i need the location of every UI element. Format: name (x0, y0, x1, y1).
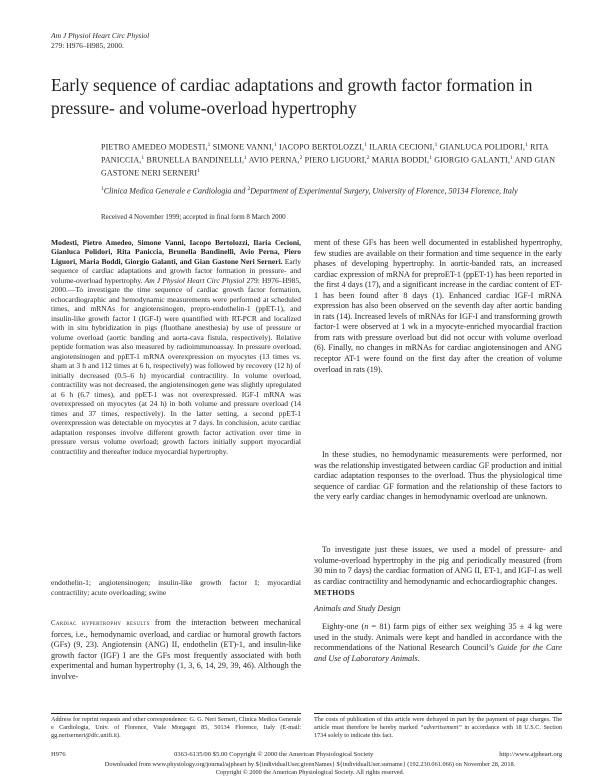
running-header (51, 31, 149, 50)
intro-paragraph (51, 618, 301, 682)
footnote-rule-right (314, 713, 562, 714)
author-name: IACOPO BERTOLOZZI, (278, 142, 365, 152)
intro-smallcaps: Cardiac hypertrophy results (51, 620, 150, 627)
footnote-costs-pre: The costs of publication of this article were defrayed in part by the payment of page charges. The article must therefore be hereby marked (314, 716, 562, 732)
affiliation-sup-2: 2 (247, 186, 251, 192)
intro-text: from the interaction between mechanical forces, i.e., hemodynamic overload, and cardiac or humoral growth factors (GFs) (9, 23). Angiotensin (ANG) II, endothelin (ET)-1, and insulin-like growth factor (IGF) I are the GFs most frequently associated with both experimental and human hypertrophy (1, 3, 6, 14, 29, 39, 46). Although the involve- (51, 618, 301, 681)
citation: 279: H976–H985, 2000. (51, 40, 124, 50)
journal-url[interactable]: http://www.ajpheart.org (499, 751, 562, 758)
author-affiliation-sup: 1 (207, 142, 211, 148)
download-line-1: Downloaded from www.physiology.org/journal/ajpheart by ${individualUser.givenNames} ${individualUser.surname} (192.230.061.066) on November 28, 2018. (104, 761, 516, 768)
abstract-body: —To investigate the time sequence of cardiac growth factor formation, echocardiographic and hemodynamic measurements were performed at scheduled times, and mRNAs for angiotensinogen, prepro-endothelin-1 (ppET-1), and insulin-like growth factor I (IGF-I) were quantified with RT-PCR and localized with in situ hybridization in pigs (fluothane anesthesia) by use of pressure or volume overload (aortic banding and aorta-cava fistula, respectively). Relative peptide formation was also measured by radioimmunoassay. In pressure overload, angiotensinogen and ppET-1 mRNA overexpression on myocytes (13 times vs. sham at 3 h and 112 times at 6 h, respectively) was followed by recovery (12 h) of initially decreased (0.5–6 h) myocardial contractility. In volume overload, contractility was not decreased, the angiotensinogen gene was slightly upregulated at 6 h (6.7 times), and ppET-1 was not overexpressed. IGF-I mRNA was overexpressed on myocytes (at 24 h) in both volume and pressure overload (14 times and 37 times, respectively). In the latter setting, a second ppET-1 overexpression was detectable on myocytes at 7 days. In conclusion, acute cardiac adaptation responses involve different growth factor activation over time in pressure versus volume overload; growth factors initially support myocardial contractility and thereafter induce myocardial hypertrophy. (51, 285, 301, 456)
body-paragraph-2: In these studies, no hemodynamic measurements were performed, nor was the relationship investigated between cardiac GF production and initial cardiac adaptation responses to the overload. Thus the physiological time sequence of cardiac GF formation and the relationship of these factors to the very early cardiac changes in hemodynamic overload are unknown. (314, 450, 562, 502)
abstract-ref-cite: 279: H976–H985, 2000. (51, 275, 301, 295)
author-affiliation-sup: 1 (141, 154, 145, 161)
page-number: H976 (51, 751, 66, 758)
abstract-ref-title: Early sequence of cardiac adaptations and growth factor formation in pressure- and volume-overload hypertrophy. (51, 256, 301, 285)
author-name: PIERO LIGUORI, (304, 155, 367, 165)
affiliation-text-1: Clinica Medica Generale e Cardiologia and (103, 186, 248, 196)
p4-end: . (417, 653, 420, 663)
author-affiliation-sup: 1 (197, 167, 201, 174)
affiliation (101, 184, 561, 197)
author-affiliation-sup: 2 (366, 154, 370, 161)
p4-text: = 81) farm pigs of either sex weighing 35 ± 4 kg were used in the study. Animals were kept and handled in accordance with the recommendations of the National Research Council’s (314, 622, 562, 653)
affiliation-text-2: Department of Experimental Surgery, University of Florence, 50134 Florence, Italy (250, 186, 518, 196)
author-name: BRUNELLA BANDINELLI, (146, 155, 245, 165)
abstract (51, 238, 301, 456)
copyright-line: 0363-6135/00 $5.00 Copyright © 2000 the American Physiological Society (174, 751, 374, 758)
author-affiliation-sup: 1 (244, 154, 248, 161)
body-paragraph-4 (314, 622, 562, 664)
journal-name: Am J Physiol Heart Circ Physiol (51, 31, 150, 40)
keywords: endothelin-1; angiotensinogen; insulin-like growth factor I; myocardial contractility; acute overloading; swine (51, 578, 301, 597)
author-affiliation-sup: 2 (299, 154, 303, 161)
author-name: GIAN GASTONE NERI SERNERI (101, 155, 556, 178)
author-name: ILARIA CECIONI, (369, 142, 435, 152)
p4-n: n (364, 622, 369, 631)
footnote-correspondence: Address for reprint requests and other correspondence: G. G. Neri Serneri, Clinica Medica Generale e Cardiologia, Univ. of Florence, Viale Morgagni 85, 50134 Florence, Italy (E-mail: gg.neriserneri@dfc.unifi.it). (51, 716, 301, 740)
abstract-authors: Modesti, Pietro Amedeo, Simone Vanni, Iacopo Bertolozzi, Ilaria Cecioni, Gianluca Polidori, Rita Paniccia, Brunella Bandinelli, Avio Perna, Piero Liguori, Maria Boddi, Giorgio Galanti, and Gian Gastone Neri Serneri. (51, 238, 301, 266)
author-separator: AND (512, 155, 535, 165)
download-notice (40, 761, 580, 776)
p4-pre: Eighty-one ( (322, 622, 365, 631)
subsection-heading: Animals and Study Design (314, 604, 401, 613)
body-paragraph-3: To investigate just these issues, we used a model of pressure- and volume-overload hypertrophy in the pig and periodically measured (from 30 min to 7 days) the cardiac formation of ANG II, ET-1, and IGF-I as well as cardiac contractility and hemodynamic and echocardiographic changes. (314, 545, 562, 586)
author-name: MARIA BODDI, (371, 155, 430, 165)
author-affiliation-sup: 1 (429, 154, 433, 161)
author-list (101, 140, 561, 179)
footnote-costs (314, 716, 562, 741)
author-name: GIORGIO GALANTI, (434, 155, 510, 165)
footnote-rule-left (51, 713, 301, 714)
author-affiliation-sup: 1 (509, 154, 513, 161)
author-affiliation-sup: 1 (364, 142, 368, 148)
footnote-costs-quoted: “advertisement” (420, 724, 462, 732)
download-line-2: Copyright © 2000 the American Physiological Society. All rights reserved. (215, 768, 405, 776)
article-title: Early sequence of cardiac adaptations and growth factor formation in pressure- and volume-overload hypertrophy (51, 75, 533, 118)
author-name: RITA PANICCIA, (101, 142, 549, 165)
author-name: SIMONE VANNI, (212, 142, 274, 152)
abstract-journal: Am J Physiol Heart Circ Physiol (144, 275, 245, 285)
footnote-costs-post: in accordance with 18 U.S.C. Section 1734 solely to indicate this fact. (314, 724, 563, 740)
author-affiliation-sup: 1 (273, 142, 277, 148)
p4-guide: Guide for the Care and Use of Laboratory Animals (314, 643, 562, 663)
author-name: PIETRO AMEDEO MODESTI, (101, 142, 208, 152)
section-heading-methods: METHODS (314, 588, 355, 597)
body-paragraph-1: ment of these GFs has been well documented in established hypertrophy, few studies are available on their formation and time sequence in the early phases of developing hypertrophy. In aortic-banded rats, an increased cardiac expression of mRNA for preproET-1 (ppET-1) has been reported in the first 4 days (17), and a significant increase in the cardiac content of ET-1 has been found after 8 days (1). Enhanced cardiac IGF-I mRNA expression has also been observed on the seventh day after aortic banding in rats (14). Increased levels of mRNAs for IGF-I and transforming growth factor-1 were observed at 1 wk in a myocyte-enriched myocardial fraction from rats with pressure overload but did not occur with volume overload (6). Finally, no changes in mRNAs for cardiac angiotensinogen and ANG receptor AT-1 were found on the first day after the creation of volume overload in rats (19). (314, 238, 562, 374)
received-dates: Received 4 November 1999; accepted in final form 8 March 2000 (101, 213, 286, 221)
author-affiliation-sup: 1 (525, 142, 528, 148)
author-name: AVIO PERNA, (248, 155, 300, 165)
affiliation-sup-1: 1 (101, 186, 104, 192)
author-name: GIANLUCA POLIDORI, (439, 142, 526, 152)
author-affiliation-sup: 1 (434, 142, 438, 148)
